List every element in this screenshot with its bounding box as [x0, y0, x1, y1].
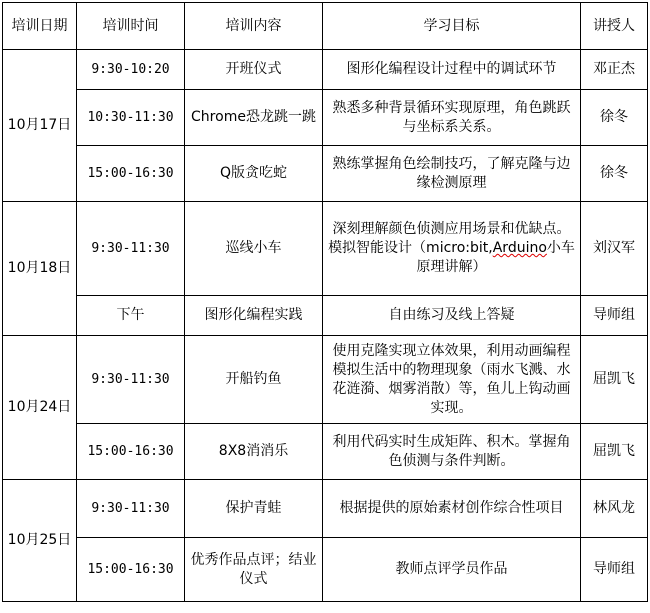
goal-cell: 熟练掌握角色绘制技巧，了解克隆与边缘检测原理	[323, 146, 581, 202]
table-row	[3, 202, 648, 296]
time-cell: 10:30-11:30	[77, 90, 185, 146]
table-row	[3, 90, 648, 146]
teacher-cell: 导师组	[581, 538, 648, 602]
content-cell: Q版贪吃蛇	[185, 146, 323, 202]
header-teacher: 讲授人	[581, 3, 648, 50]
table-row	[3, 480, 648, 538]
content-cell: 保护青蛙	[185, 480, 323, 538]
teacher-cell: 刘汉军	[581, 202, 648, 296]
date-cell: 10月17日	[3, 50, 77, 202]
header-goal: 学习目标	[323, 3, 581, 50]
goal-text-part: 深刻理解颜色侦测应用场景和优缺点。模拟智能设计（micro:bit,	[328, 221, 571, 256]
goal-cell: 使用克隆实现立体效果，利用动画编程模拟生活中的物理现象（雨水飞溅、水花涟漪、烟雾消散）等，鱼儿上钩动画实现。	[323, 336, 581, 424]
content-cell: 8X8消消乐	[185, 424, 323, 480]
time-cell: 15:00-16:30	[77, 424, 185, 480]
goal-cell	[323, 202, 581, 296]
time-cell: 15:00-16:30	[77, 538, 185, 602]
date-cell: 10月24日	[3, 336, 77, 480]
header-row	[3, 3, 648, 50]
time-cell: 9:30-10:20	[77, 50, 185, 90]
goal-text-part: 小车原理讲解）	[416, 240, 575, 275]
spellcheck-underlined-word: Arduino	[492, 240, 547, 256]
goal-cell: 利用代码实时生成矩阵、积木。掌握角色侦测与条件判断。	[323, 424, 581, 480]
teacher-cell: 林风龙	[581, 480, 648, 538]
content-cell: Chrome恐龙跳一跳	[185, 90, 323, 146]
header-content: 培训内容	[185, 3, 323, 50]
time-cell: 下午	[77, 296, 185, 336]
goal-cell: 教师点评学员作品	[323, 538, 581, 602]
table-row	[3, 146, 648, 202]
table-row	[3, 336, 648, 424]
content-cell: 开班仪式	[185, 50, 323, 90]
goal-cell: 熟悉多种背景循环实现原理，角色跳跃与坐标系关系。	[323, 90, 581, 146]
teacher-cell: 徐冬	[581, 90, 648, 146]
content-cell: 优秀作品点评；结业仪式	[185, 538, 323, 602]
date-cell: 10月18日	[3, 202, 77, 336]
teacher-cell: 邓正杰	[581, 50, 648, 90]
training-schedule-table	[2, 2, 648, 602]
table-row	[3, 50, 648, 90]
content-cell: 巡线小车	[185, 202, 323, 296]
table-row	[3, 296, 648, 336]
goal-cell: 图形化编程设计过程中的调试环节	[323, 50, 581, 90]
content-cell: 图形化编程实践	[185, 296, 323, 336]
date-cell: 10月25日	[3, 480, 77, 602]
time-cell: 15:00-16:30	[77, 146, 185, 202]
time-cell: 9:30-11:30	[77, 480, 185, 538]
header-time: 培训时间	[77, 3, 185, 50]
header-date: 培训日期	[3, 3, 77, 50]
time-cell: 9:30-11:30	[77, 336, 185, 424]
table-row	[3, 538, 648, 602]
goal-cell: 自由练习及线上答疑	[323, 296, 581, 336]
teacher-cell: 导师组	[581, 296, 648, 336]
content-cell: 开船钓鱼	[185, 336, 323, 424]
teacher-cell: 徐冬	[581, 146, 648, 202]
teacher-cell: 屈凯飞	[581, 424, 648, 480]
time-cell: 9:30-11:30	[77, 202, 185, 296]
goal-cell: 根据提供的原始素材创作综合性项目	[323, 480, 581, 538]
table-row	[3, 424, 648, 480]
teacher-cell: 屈凯飞	[581, 336, 648, 424]
